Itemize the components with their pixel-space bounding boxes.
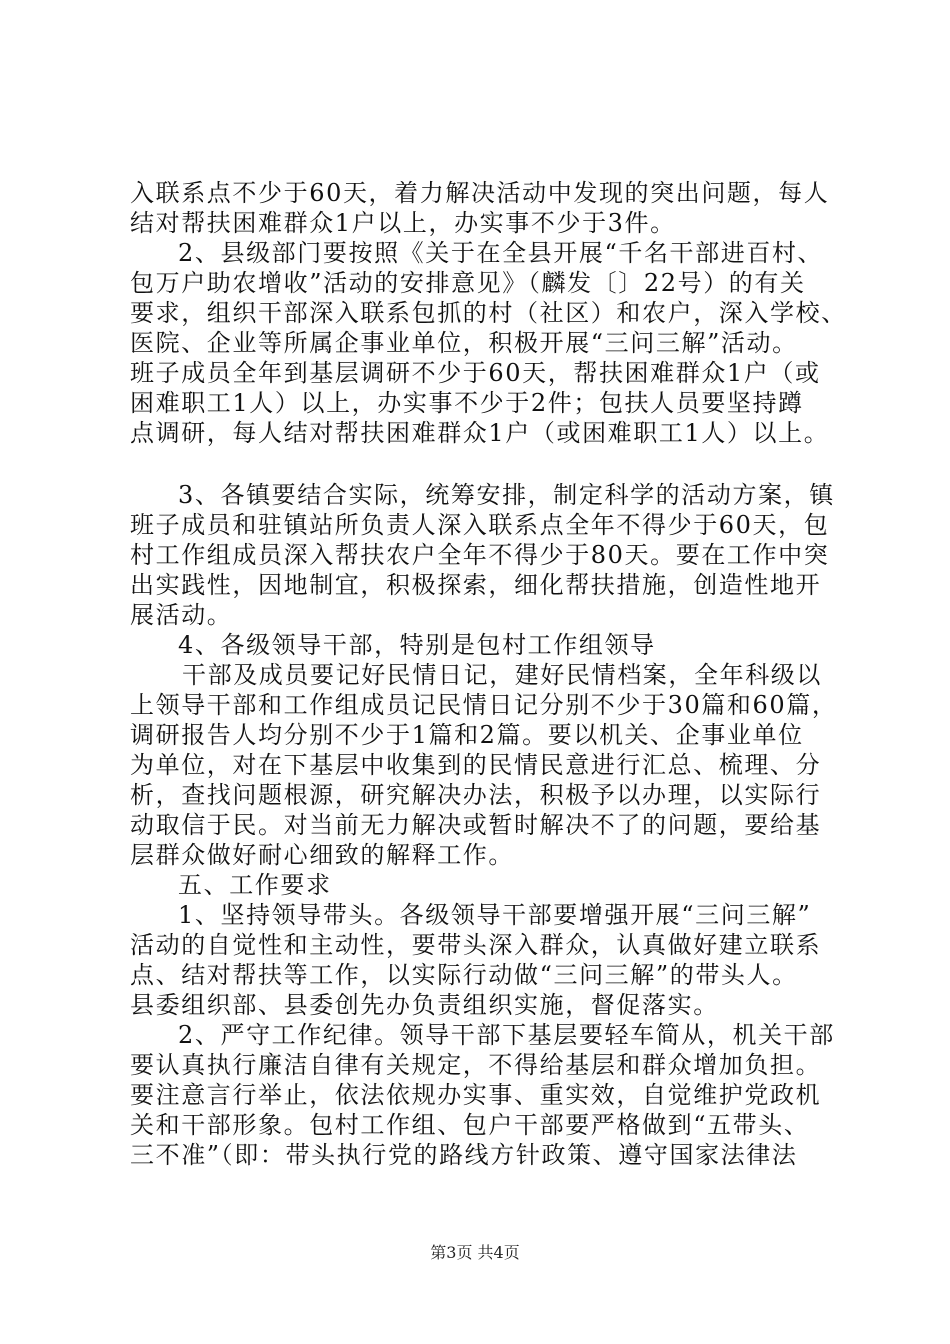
text-line: 3、各镇要结合实际，统筹安排，制定科学的活动方案，镇 [178,481,835,509]
text-line: 要注意言行举止，依法依规办实事、重实效，自觉维护党政机 [130,1081,822,1109]
text-line: 班子成员全年到基层调研不少于60天，帮扶困难群众1户（或 [130,359,821,387]
text-line: 出实践性，因地制宜，积极探索，细化帮扶措施，创造性地开 [130,571,822,599]
text-line: 为单位，对在下基层中收集到的民情民意进行汇总、梳理、分 [130,751,822,779]
text-line: 要求，组织干部深入联系包抓的村（社区）和农户，深入学校、 [130,299,847,327]
text-line: 班子成员和驻镇站所负责人深入联系点全年不得少于60天，包 [130,511,830,539]
text-line: 村工作组成员深入帮扶农户全年不得少于80天。要在工作中突 [130,541,830,569]
text-line: 点、结对帮扶等工作，以实际行动做“三问三解”的带头人。 [130,961,798,989]
text-line: 包万户助农增收”活动的安排意见》（麟发〔〕22号）的有关 [130,269,806,297]
text-line: 析，查找问题根源，研究解决办法，积极予以办理，以实际行 [130,781,822,809]
text-line: 4、各级领导干部，特别是包村工作组领导 [178,631,656,659]
text-line: 动取信于民。对当前无力解决或暂时解决不了的问题，要给基 [130,811,822,839]
text-line: 调研报告人均分别不少于1篇和2篇。要以机关、企事业单位 [130,721,804,749]
page-footer: 第3页 共4页 [430,1243,520,1262]
text-line: 上领导干部和工作组成员记民情日记分别不少于30篇和60篇， [130,691,838,719]
text-line: 点调研，每人结对帮扶困难群众1户（或困难职工1人）以上。 [130,419,830,447]
text-line: 干部及成员要记好民情日记，建好民情档案，全年科级以 [182,661,822,689]
text-line: 2、严守工作纪律。领导干部下基层要轻车简从，机关干部 [178,1021,835,1049]
text-line: 入联系点不少于60天，着力解决活动中发现的突出问题，每人 [130,179,830,207]
text-line: 活动的自觉性和主动性，要带头深入群众，认真做好建立联系 [130,931,822,959]
text-line: 层群众做好耐心细致的解释工作。 [130,841,514,869]
text-line: 困难职工1人）以上，办实事不少于2件；包扶人员要坚持蹲 [130,389,804,417]
text-line: 县委组织部、县委创先办负责组织实施，督促落实。 [130,991,719,1019]
text-line: 要认真执行廉洁自律有关规定，不得给基层和群众增加负担。 [130,1051,822,1079]
text-line: 2、县级部门要按照《关于在全县开展“千名干部进百村、 [178,239,824,267]
section-heading: 五、工作要求 [178,871,332,899]
text-line: 医院、企业等所属企事业单位，积极开展“三问三解”活动。 [130,329,798,357]
text-line: 关和干部形象。包村工作组、包户干部要严格做到“五带头、 [130,1111,810,1139]
text-line: 展活动。 [130,601,233,629]
text-line: 结对帮扶困难群众1户以上，办实事不少于3件。 [130,209,676,237]
text-line: 1、坚持领导带头。各级领导干部要增强开展“三问三解” [178,901,812,929]
text-line: 三不准”（即：带头执行党的路线方针政策、遵守国家法律法 [130,1141,798,1169]
